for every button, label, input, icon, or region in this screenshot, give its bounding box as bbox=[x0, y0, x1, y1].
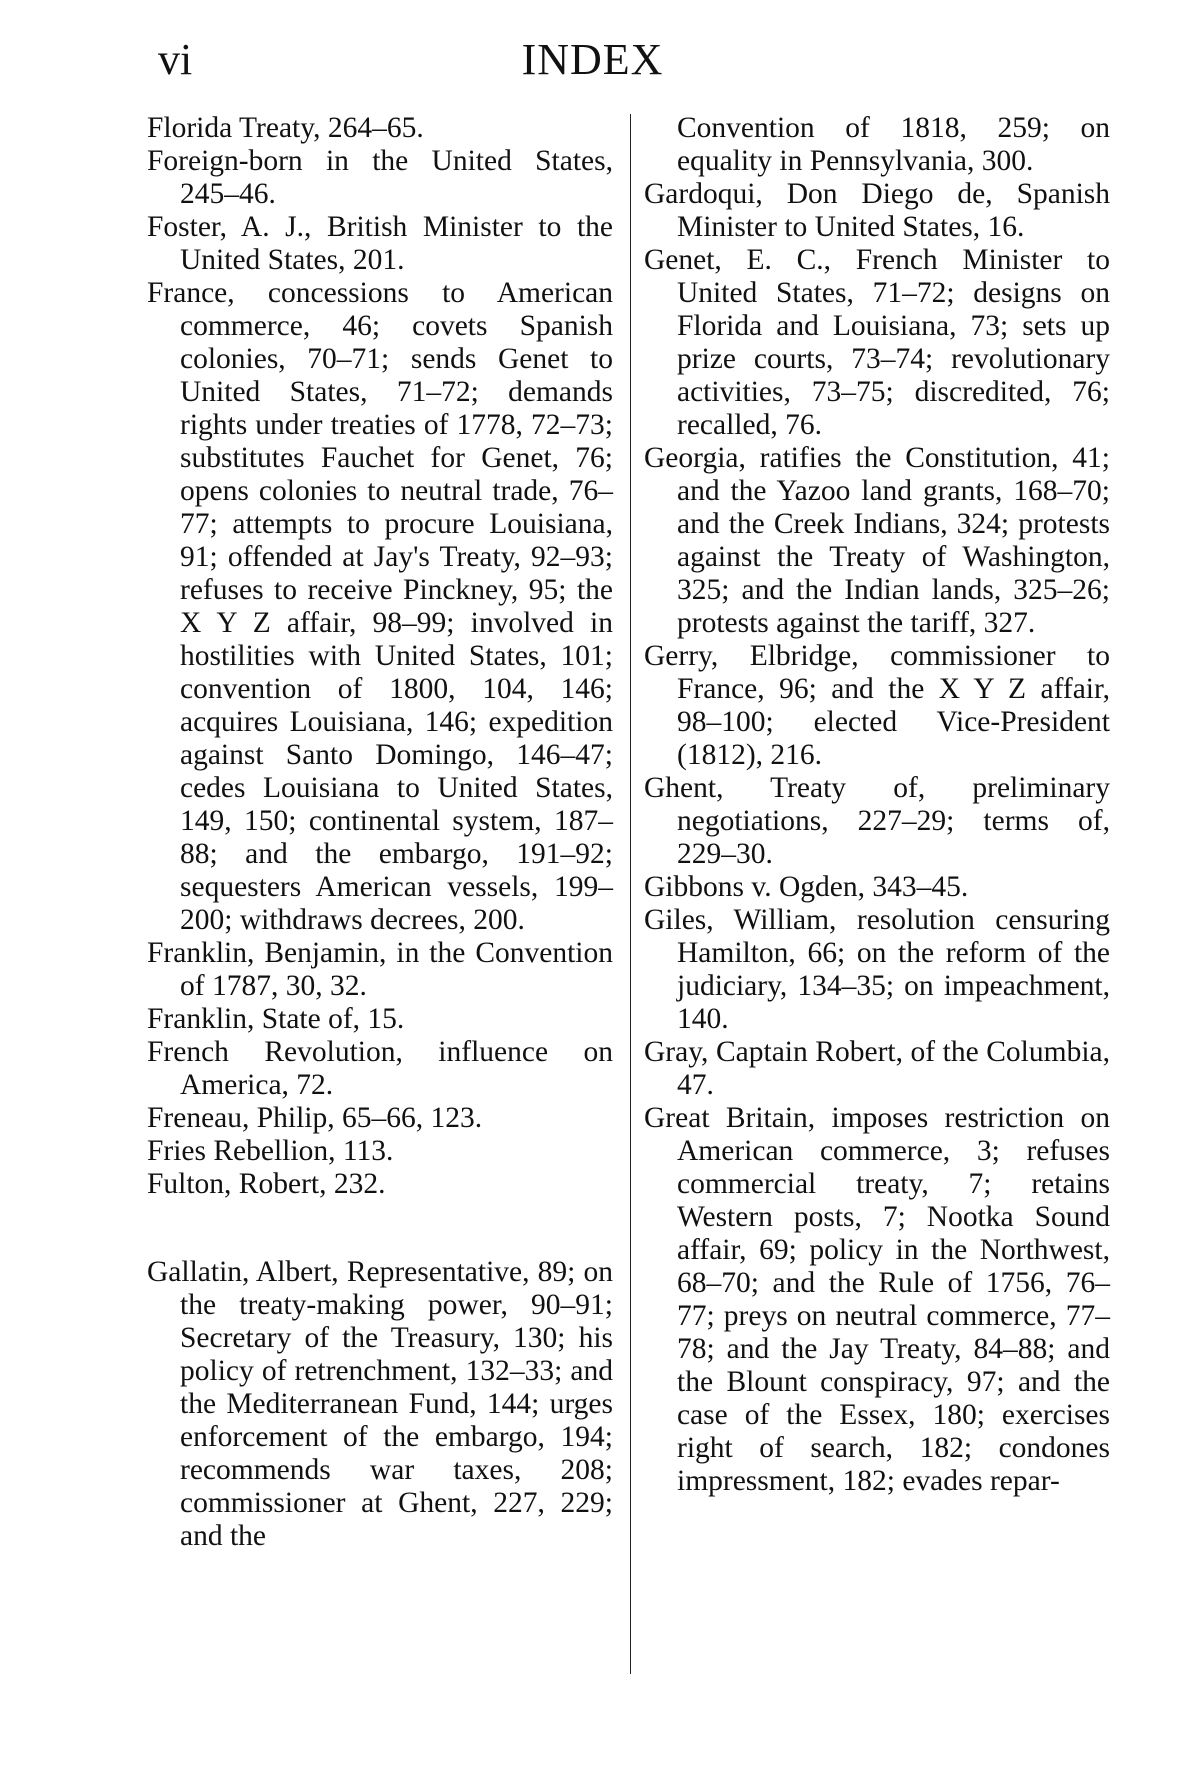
index-entry: Freneau, Philip, 65–66, 123. bbox=[147, 1102, 483, 1134]
index-entry: Foreign-born in the United States, 245–46. bbox=[147, 145, 613, 210]
index-entry: Gray, Captain Robert, of the Columbia, 47. bbox=[644, 1036, 1110, 1101]
index-entry: France, concessions to American commerce, 46; covets Spanish colonies, 70–71; sends Genet to United States, 71–72; demands rights under treaties of 1778, 72–73; substitutes Fauchet for Genet, 76; opens colonies to neutral trade, 76–77; attempts to procure Louisiana, 91; offended at Jay's Treaty, 92–93; refuses to receive Pinckney, 95; the X Y Z affair, 98–99; involved in hostilities with United States, 101; convention of 1800, 104, 146; acquires Louisiana, 146; expedition against Santo Domingo, 146–47; cedes Louisiana to United States, 149, 150; continental system, 187–88; and the embargo, 191–92; sequesters American vessels, 199–200; withdraws decrees, 200. bbox=[147, 277, 613, 936]
index-entry: Franklin, Benjamin, in the Convention of 1787, 30, 32. bbox=[147, 937, 613, 1002]
index-column-left bbox=[147, 112, 613, 1553]
index-column-right bbox=[644, 112, 1110, 1498]
running-title: INDEX bbox=[521, 35, 664, 84]
index-entry: Foster, A. J., British Minister to the United States, 201. bbox=[147, 211, 613, 276]
index-entry: Gerry, Elbridge, commissioner to France, 96; and the X Y Z affair, 98–100; elected Vice-President (1812), 216. bbox=[644, 640, 1110, 771]
index-entry: Georgia, ratifies the Constitution, 41; and the Yazoo land grants, 168–70; and the Creek Indians, 324; protests against the Treaty of Washington, 325; and the Indian lands, 325–26; protests against the tariff, 327. bbox=[644, 442, 1110, 639]
index-entry: Fulton, Robert, 232. bbox=[147, 1168, 386, 1200]
index-entry-continued: Convention of 1818, 259; on equality in Pennsylvania, 300. bbox=[677, 112, 1110, 177]
letter-section-gap bbox=[147, 1201, 613, 1256]
index-entry: Great Britain, imposes restriction on American commerce, 3; refuses commercial treaty, 7; retains Western posts, 7; Nootka Sound affair, 69; policy in the Northwest, 68–70; and the Rule of 1756, 76–77; preys on neutral commerce, 77–78; and the Jay Treaty, 84–88; and the Blount conspiracy, 97; and the case of the Essex, 180; exercises right of search, 182; condones impressment, 182; evades repar- bbox=[644, 1102, 1110, 1497]
index-entry: Gibbons v. Ogden, 343–45. bbox=[644, 871, 969, 903]
index-entry: Genet, E. C., French Minister to United States, 71–72; designs on Florida and Louisiana, 73; sets up prize courts, 73–74; revolutionary activities, 73–75; discredited, 76; recalled, 76. bbox=[644, 244, 1110, 441]
index-entry: Giles, William, resolution censuring Hamilton, 66; on the reform of the judiciary, 134–35; on impeachment, 140. bbox=[644, 904, 1110, 1035]
index-entry: Franklin, State of, 15. bbox=[147, 1003, 405, 1035]
index-entry: French Revolution, influence on America, 72. bbox=[147, 1036, 613, 1101]
index-entry: Fries Rebellion, 113. bbox=[147, 1135, 394, 1167]
column-divider bbox=[630, 114, 631, 1674]
index-entry: Florida Treaty, 264–65. bbox=[147, 112, 424, 144]
page-number: vi bbox=[158, 35, 193, 84]
index-entry: Ghent, Treaty of, preliminary negotiations, 227–29; terms of, 229–30. bbox=[644, 772, 1110, 870]
index-entry: Gallatin, Albert, Representative, 89; on the treaty-making power, 90–91; Secretary of the Treasury, 130; his policy of retrenchment, 132–33; and the Mediterranean Fund, 144; urges enforcement of the embargo, 194; recommends war taxes, 208; commissioner at Ghent, 227, 229; and the bbox=[147, 1256, 613, 1552]
index-entry: Gardoqui, Don Diego de, Spanish Minister to United States, 16. bbox=[644, 178, 1110, 243]
